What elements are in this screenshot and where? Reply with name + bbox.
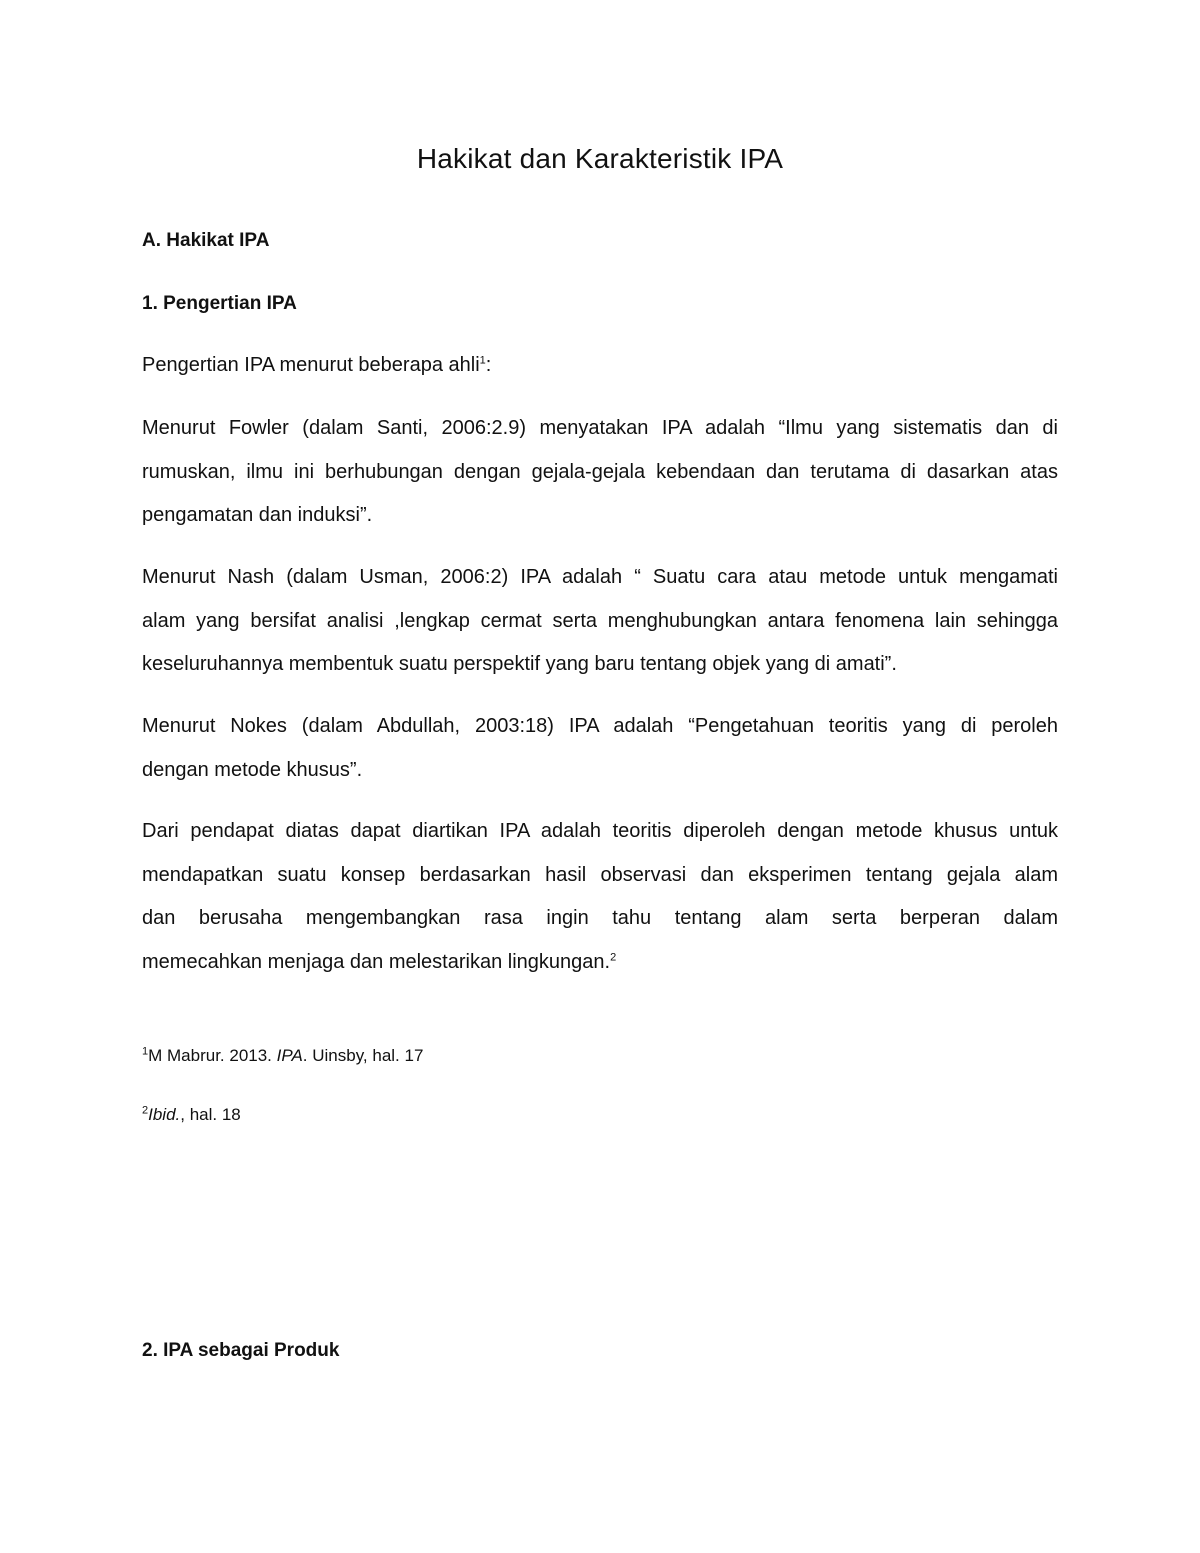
paragraph-line: keseluruhannya membentuk suatu perspektif yang baru tentang objek yang di amati”.: [142, 653, 897, 675]
footnote-italic: Ibid.: [148, 1105, 181, 1124]
paragraph-line: Menurut Nash (dalam Usman, 2006:2) IPA adalah “ Suatu cara atau metode untuk mengamati: [142, 566, 1058, 588]
paragraph-line: Dari pendapat diatas dapat diartikan IPA adalah teoritis diperoleh dengan metode khusus untuk: [142, 820, 1058, 842]
paragraph-fowler: [142, 407, 1058, 538]
subsection-heading-1: 1. Pengertian IPA: [142, 293, 297, 314]
footnote-text: , hal. 18: [180, 1105, 241, 1124]
paragraph-line-last: [142, 941, 1058, 985]
paragraph-conclusion: [142, 810, 1058, 984]
footnote-number: 2: [142, 1104, 149, 1117]
section-heading-a: A. Hakikat IPA: [142, 230, 270, 251]
intro-line: [142, 354, 491, 377]
paragraph-line-text: memecahkan menjaga dan melestarikan lingkungan.: [142, 950, 611, 973]
paragraph-line: rumuskan, ilmu ini berhubungan dengan gejala-gejala kebendaan dan terutama di dasarkan atas: [142, 460, 1058, 483]
page-title: Hakikat dan Karakteristik IPA: [416, 143, 784, 174]
footnote-ref-2: 2: [610, 950, 617, 963]
paragraph-line: alam yang bersifat analisi ,lengkap cermat serta menghubungkan antara fenomena lain sehingga: [142, 609, 1058, 632]
paragraph-nash: [142, 556, 1058, 687]
paragraph-line: Menurut Nokes (dalam Abdullah, 2003:18) IPA adalah “Pengetahuan teoritis yang di peroleh: [142, 715, 1058, 737]
subsection-heading-2: 2. IPA sebagai Produk: [142, 1340, 340, 1361]
footnote-2: [142, 1105, 241, 1125]
footnote-ref-1: 1: [479, 354, 486, 367]
footnote-text: M Mabrur. 2013.: [148, 1046, 277, 1065]
footnote-number: 1: [142, 1045, 149, 1058]
paragraph-line: mendapatkan suatu konsep berdasarkan hasil observasi dan eksperimen tentang gejala alam: [142, 863, 1058, 886]
paragraph-line: dan berusaha mengembangkan rasa ingin tahu tentang alam serta berperan dalam: [142, 907, 1058, 929]
intro-colon: :: [485, 354, 492, 376]
footnote-text: . Uinsby, hal. 17: [302, 1046, 424, 1065]
intro-text: Pengertian IPA menurut beberapa ahli: [142, 354, 480, 376]
paragraph-line: Menurut Fowler (dalam Santi, 2006:2.9) menyatakan IPA adalah “Ilmu yang sistematis dan di: [142, 417, 1058, 439]
footnote-1: [142, 1046, 423, 1066]
footnote-italic: IPA: [276, 1046, 303, 1065]
paragraph-line: pengamatan dan induksi”.: [142, 504, 373, 526]
paragraph-line: dengan metode khusus”.: [142, 758, 363, 781]
paragraph-nokes: [142, 705, 1058, 792]
